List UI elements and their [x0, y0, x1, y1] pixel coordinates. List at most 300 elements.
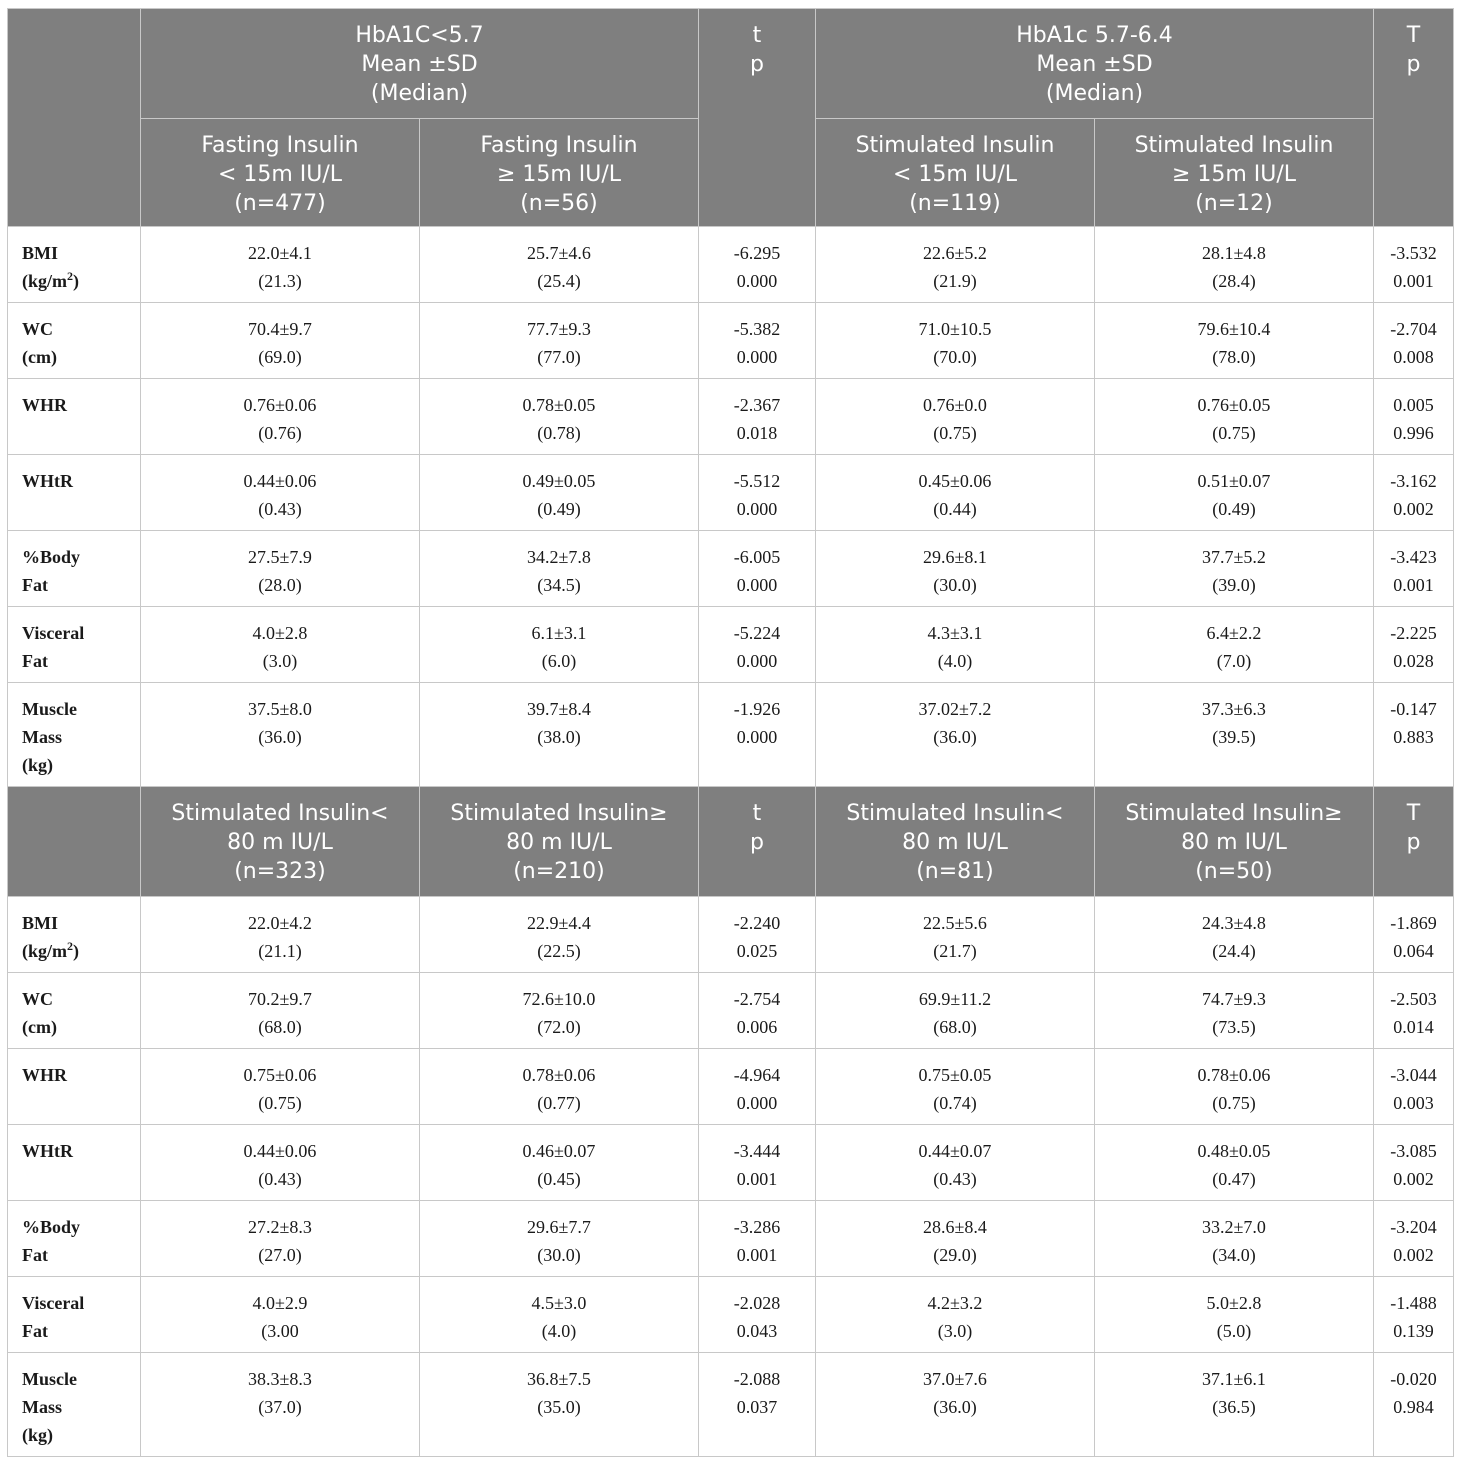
value-cell-c2 — [420, 1353, 699, 1457]
stat-cell-t2 — [1374, 1049, 1454, 1125]
p-value: 0.000 — [736, 271, 778, 291]
mean-sd: 22.9±4.4 — [527, 913, 591, 933]
row-label — [8, 683, 141, 787]
mean-sd: 29.6±8.1 — [923, 547, 987, 567]
value-cell-c5 — [1095, 607, 1374, 683]
t-value: -2.503 — [1390, 989, 1437, 1009]
row-label-line: Mass — [22, 727, 62, 747]
table-row — [8, 1277, 1454, 1353]
stat-cell-t1 — [699, 1049, 816, 1125]
stat-cell-t2 — [1374, 227, 1454, 303]
t-value: -2.225 — [1390, 623, 1437, 643]
median: (30.0) — [537, 1245, 581, 1265]
p-value: 0.139 — [1393, 1321, 1434, 1341]
row-label-line: Fat — [22, 1245, 48, 1265]
p-value: 0.002 — [1393, 1169, 1434, 1189]
p-value: 0.025 — [736, 941, 778, 961]
p-value: 0.000 — [736, 575, 778, 595]
stat-cell-t2 — [1374, 1353, 1454, 1457]
value-cell-c1 — [141, 1277, 420, 1353]
row-label — [8, 973, 141, 1049]
t-value: 0.005 — [1393, 395, 1434, 415]
value-cell-c2 — [420, 683, 699, 787]
p-value: 0.883 — [1393, 727, 1434, 747]
median: (36.0) — [933, 1397, 977, 1417]
mean-sd: 4.3±3.1 — [927, 623, 983, 643]
stat-cell-t2 — [1374, 1125, 1454, 1201]
value-cell-c5 — [1095, 1201, 1374, 1277]
row-label — [8, 1049, 141, 1125]
p-value: 0.000 — [736, 651, 778, 671]
median: (70.0) — [933, 347, 977, 367]
table-section-1 — [8, 227, 1454, 787]
value-cell-c2 — [420, 1201, 699, 1277]
row-label — [8, 1353, 141, 1457]
p-value: 0.003 — [1393, 1093, 1434, 1113]
stat-cell-t1 — [699, 227, 816, 303]
p-value: 0.043 — [736, 1321, 778, 1341]
t-value: -2.367 — [733, 395, 781, 415]
stat-cell-t1 — [699, 973, 816, 1049]
value-cell-c5 — [1095, 455, 1374, 531]
header-group-1: HbA1C<5.7 Mean ±SD (Median) — [141, 9, 699, 119]
median: (0.49) — [1212, 499, 1256, 519]
mean-sd: 0.44±0.07 — [918, 1141, 992, 1161]
mean-sd: 27.2±8.3 — [248, 1217, 312, 1237]
mean-sd: 74.7±9.3 — [1202, 989, 1266, 1009]
value-cell-c5 — [1095, 531, 1374, 607]
mean-sd: 4.2±3.2 — [927, 1293, 983, 1313]
value-cell-c4 — [816, 303, 1095, 379]
median: (22.5) — [537, 941, 581, 961]
t-value: -3.532 — [1390, 243, 1437, 263]
row-label-line: (kg) — [22, 755, 53, 775]
median: (0.75) — [1212, 1093, 1256, 1113]
value-cell-c4 — [816, 1201, 1095, 1277]
row-label — [8, 455, 141, 531]
header-stimulated-high: Stimulated Insulin ≥ 15m IU/L (n=12) — [1095, 119, 1374, 227]
t-value: -3.162 — [1390, 471, 1437, 491]
mean-sd: 37.02±7.2 — [918, 699, 992, 719]
median: (21.9) — [933, 271, 977, 291]
header-mid-c2: Stimulated Insulin≥ 80 m IU/L (n=210) — [420, 787, 699, 897]
value-cell-c4 — [816, 1125, 1095, 1201]
median: (36.0) — [933, 727, 977, 747]
mean-sd: 37.5±8.0 — [248, 699, 312, 719]
value-cell-c2 — [420, 455, 699, 531]
row-label — [8, 1277, 141, 1353]
p-value: 0.000 — [736, 1093, 778, 1113]
mean-sd: 25.7±4.6 — [527, 243, 591, 263]
t-value: -2.754 — [733, 989, 781, 1009]
median: (0.49) — [537, 499, 581, 519]
stat-cell-t2 — [1374, 973, 1454, 1049]
row-label-line: BMI — [22, 913, 58, 933]
t-value: -3.286 — [733, 1217, 781, 1237]
median: (28.4) — [1212, 271, 1256, 291]
header-row-groups — [8, 9, 1454, 119]
median: (34.5) — [537, 575, 581, 595]
p-value: 0.008 — [1393, 347, 1434, 367]
row-label-line: WHtR — [22, 471, 73, 491]
mean-sd: 37.1±6.1 — [1202, 1369, 1266, 1389]
median: (0.74) — [933, 1093, 977, 1113]
value-cell-c4 — [816, 379, 1095, 455]
row-label-line: %Body — [22, 547, 81, 567]
p-value: 0.006 — [736, 1017, 778, 1037]
t-value: -0.147 — [1390, 699, 1437, 719]
row-label-superscript: 2 — [67, 939, 73, 953]
table-row — [8, 607, 1454, 683]
stat-cell-t1 — [699, 531, 816, 607]
value-cell-c5 — [1095, 303, 1374, 379]
mean-sd: 33.2±7.0 — [1202, 1217, 1266, 1237]
mean-sd: 0.48±0.05 — [1197, 1141, 1271, 1161]
stat-cell-t2 — [1374, 897, 1454, 973]
median: (3.0) — [262, 651, 298, 671]
mean-sd: 0.75±0.05 — [918, 1065, 992, 1085]
median: (3.00 — [261, 1321, 299, 1341]
value-cell-c2 — [420, 1125, 699, 1201]
row-label-line: WHR — [22, 395, 67, 415]
median: (0.47) — [1212, 1169, 1256, 1189]
median: (38.0) — [537, 727, 581, 747]
p-value: 0.996 — [1393, 423, 1434, 443]
p-value: 0.037 — [736, 1397, 778, 1417]
t-value: -5.512 — [733, 471, 781, 491]
median: (0.44) — [933, 499, 977, 519]
table-row — [8, 1125, 1454, 1201]
t-value: -2.088 — [733, 1369, 781, 1389]
stat-cell-t1 — [699, 1353, 816, 1457]
row-label-line: Muscle — [22, 1369, 77, 1389]
mean-sd: 69.9±11.2 — [918, 989, 992, 1009]
value-cell-c4 — [816, 683, 1095, 787]
table-row — [8, 1201, 1454, 1277]
stat-cell-t2 — [1374, 1201, 1454, 1277]
median: (3.0) — [937, 1321, 973, 1341]
table-row — [8, 455, 1454, 531]
mean-sd: 38.3±8.3 — [248, 1369, 312, 1389]
header-mid-corner — [8, 787, 141, 897]
value-cell-c1 — [141, 379, 420, 455]
mean-sd: 0.51±0.07 — [1197, 471, 1271, 491]
mean-sd: 0.78±0.06 — [1197, 1065, 1271, 1085]
row-label-line: Mass — [22, 1397, 62, 1417]
median: (77.0) — [537, 347, 581, 367]
median: (36.0) — [258, 727, 302, 747]
median: (68.0) — [933, 1017, 977, 1037]
mean-sd: 34.2±7.8 — [527, 547, 591, 567]
t-value: -2.028 — [733, 1293, 781, 1313]
row-label-line: Fat — [22, 651, 48, 671]
mean-sd: 4.0±2.8 — [252, 623, 308, 643]
stat-cell-t1 — [699, 379, 816, 455]
stat-cell-t1 — [699, 607, 816, 683]
row-label-line: Fat — [22, 1321, 48, 1341]
p-value: 0.000 — [736, 347, 778, 367]
row-label-line — [22, 937, 136, 965]
median: (69.0) — [258, 347, 302, 367]
value-cell-c2 — [420, 973, 699, 1049]
median: (30.0) — [933, 575, 977, 595]
median: (78.0) — [1212, 347, 1256, 367]
row-label — [8, 303, 141, 379]
header-row-mid — [8, 787, 1454, 897]
data-table — [7, 8, 1454, 1457]
median: (29.0) — [933, 1245, 977, 1265]
median: (36.5) — [1212, 1397, 1256, 1417]
t-value: -1.926 — [733, 699, 781, 719]
row-label-superscript: 2 — [67, 269, 73, 283]
p-value: 0.002 — [1393, 499, 1434, 519]
mean-sd: 0.76±0.05 — [1197, 395, 1271, 415]
value-cell-c5 — [1095, 897, 1374, 973]
median: (21.3) — [258, 271, 302, 291]
stat-cell-t2 — [1374, 683, 1454, 787]
value-cell-c5 — [1095, 379, 1374, 455]
t-value: -6.295 — [733, 243, 781, 263]
value-cell-c5 — [1095, 1125, 1374, 1201]
median: (27.0) — [258, 1245, 302, 1265]
p-value: 0.001 — [736, 1245, 778, 1265]
p-value: 0.984 — [1393, 1397, 1434, 1417]
mean-sd: 39.7±8.4 — [527, 699, 591, 719]
median: (0.75) — [258, 1093, 302, 1113]
row-label-unit-close: ) — [73, 941, 79, 961]
value-cell-c4 — [816, 455, 1095, 531]
value-cell-c1 — [141, 607, 420, 683]
mean-sd: 0.78±0.06 — [522, 1065, 596, 1085]
row-label-line: Fat — [22, 575, 48, 595]
mean-sd: 0.76±0.06 — [243, 395, 317, 415]
median: (34.0) — [1212, 1245, 1256, 1265]
table-row — [8, 683, 1454, 787]
table-row — [8, 973, 1454, 1049]
median: (37.0) — [258, 1397, 302, 1417]
value-cell-c4 — [816, 1049, 1095, 1125]
median: (39.0) — [1212, 575, 1256, 595]
stat-cell-t1 — [699, 1201, 816, 1277]
row-label — [8, 379, 141, 455]
median: (0.45) — [537, 1169, 581, 1189]
stat-cell-t1 — [699, 683, 816, 787]
median: (39.5) — [1212, 727, 1256, 747]
mean-sd: 0.76±0.0 — [923, 395, 987, 415]
value-cell-c2 — [420, 531, 699, 607]
median: (0.77) — [537, 1093, 581, 1113]
stat-cell-t1 — [699, 897, 816, 973]
value-cell-c2 — [420, 897, 699, 973]
mean-sd: 6.4±2.2 — [1206, 623, 1262, 643]
mean-sd: 37.7±5.2 — [1202, 547, 1266, 567]
value-cell-c2 — [420, 607, 699, 683]
mean-sd: 0.46±0.07 — [522, 1141, 596, 1161]
value-cell-c4 — [816, 1277, 1095, 1353]
row-label-line: WC — [22, 319, 53, 339]
table-row — [8, 531, 1454, 607]
t-value: -1.488 — [1390, 1293, 1437, 1313]
median: (21.1) — [258, 941, 302, 961]
mean-sd: 0.44±0.06 — [243, 1141, 317, 1161]
value-cell-c4 — [816, 1353, 1095, 1457]
p-value: 0.018 — [736, 423, 778, 443]
p-value: 0.001 — [1393, 575, 1434, 595]
value-cell-c4 — [816, 531, 1095, 607]
row-label-line — [22, 267, 136, 295]
t-value: -2.240 — [733, 913, 781, 933]
row-label-line: Visceral — [22, 1293, 85, 1313]
stat-cell-t1 — [699, 1277, 816, 1353]
stat-cell-t2 — [1374, 607, 1454, 683]
mean-sd: 0.49±0.05 — [522, 471, 596, 491]
mean-sd: 28.6±8.4 — [923, 1217, 987, 1237]
mean-sd: 70.4±9.7 — [248, 319, 312, 339]
t-value: -3.204 — [1390, 1217, 1437, 1237]
p-value: 0.001 — [1393, 271, 1434, 291]
value-cell-c5 — [1095, 973, 1374, 1049]
stat-cell-t1 — [699, 303, 816, 379]
median: (24.4) — [1212, 941, 1256, 961]
value-cell-c2 — [420, 1049, 699, 1125]
median: (7.0) — [1216, 651, 1252, 671]
median: (0.43) — [258, 499, 302, 519]
stat-cell-t2 — [1374, 455, 1454, 531]
t-value: -3.444 — [733, 1141, 781, 1161]
mean-sd: 5.0±2.8 — [1206, 1293, 1262, 1313]
p-value: 0.064 — [1393, 941, 1434, 961]
value-cell-c5 — [1095, 1353, 1374, 1457]
row-label-line: WHtR — [22, 1141, 73, 1161]
value-cell-c4 — [816, 227, 1095, 303]
stat-cell-t1 — [699, 1125, 816, 1201]
mean-sd: 36.8±7.5 — [527, 1369, 591, 1389]
table-row — [8, 1049, 1454, 1125]
mean-sd: 6.1±3.1 — [531, 623, 587, 643]
mean-sd: 0.78±0.05 — [522, 395, 596, 415]
row-label-line: WHR — [22, 1065, 67, 1085]
stat-cell-t2 — [1374, 303, 1454, 379]
mean-sd: 22.5±5.6 — [923, 913, 987, 933]
mean-sd: 22.6±5.2 — [923, 243, 987, 263]
mean-sd: 29.6±7.7 — [527, 1217, 591, 1237]
p-value: 0.000 — [736, 727, 778, 747]
stat-cell-t2 — [1374, 379, 1454, 455]
header-mid-c5: Stimulated Insulin≥ 80 m IU/L (n=50) — [1095, 787, 1374, 897]
header-corner — [8, 9, 141, 227]
header-tp-1: t p — [699, 9, 816, 227]
mean-sd: 4.5±3.0 — [531, 1293, 587, 1313]
median: (72.0) — [537, 1017, 581, 1037]
value-cell-c4 — [816, 607, 1095, 683]
header-group-2: HbA1c 5.7-6.4 Mean ±SD (Median) — [816, 9, 1374, 119]
row-label-line: %Body — [22, 1217, 81, 1237]
stat-cell-t2 — [1374, 1277, 1454, 1353]
p-value: 0.000 — [736, 499, 778, 519]
value-cell-c2 — [420, 379, 699, 455]
median: (0.43) — [933, 1169, 977, 1189]
t-value: -0.020 — [1390, 1369, 1437, 1389]
header-mid-c4: Stimulated Insulin< 80 m IU/L (n=81) — [816, 787, 1095, 897]
value-cell-c5 — [1095, 1049, 1374, 1125]
value-cell-c4 — [816, 973, 1095, 1049]
table-row — [8, 379, 1454, 455]
row-label-unit: (kg/m — [22, 941, 67, 961]
row-label-line: (kg) — [22, 1425, 53, 1445]
median: (5.0) — [1216, 1321, 1252, 1341]
t-value: -6.005 — [733, 547, 781, 567]
value-cell-c4 — [816, 897, 1095, 973]
value-cell-c1 — [141, 683, 420, 787]
t-value: -3.085 — [1390, 1141, 1437, 1161]
median: (25.4) — [537, 271, 581, 291]
header-mid-tp-1: t p — [699, 787, 816, 897]
mean-sd: 0.45±0.06 — [918, 471, 992, 491]
table-row — [8, 1353, 1454, 1457]
mean-sd: 0.75±0.06 — [243, 1065, 317, 1085]
median: (6.0) — [541, 651, 577, 671]
median: (0.75) — [1212, 423, 1256, 443]
p-value: 0.002 — [1393, 1245, 1434, 1265]
mean-sd: 70.2±9.7 — [248, 989, 312, 1009]
row-label-line: Visceral — [22, 623, 85, 643]
header-fasting-high: Fasting Insulin ≥ 15m IU/L (n=56) — [420, 119, 699, 227]
median: (0.43) — [258, 1169, 302, 1189]
table-row — [8, 227, 1454, 303]
mean-sd: 0.44±0.06 — [243, 471, 317, 491]
mean-sd: 72.6±10.0 — [522, 989, 596, 1009]
mean-sd: 28.1±4.8 — [1202, 243, 1266, 263]
median: (0.76) — [258, 423, 302, 443]
median: (0.78) — [537, 423, 581, 443]
value-cell-c2 — [420, 227, 699, 303]
mean-sd: 4.0±2.9 — [252, 1293, 308, 1313]
t-value: -1.869 — [1390, 913, 1437, 933]
stat-cell-t2 — [1374, 531, 1454, 607]
header-stimulated-low: Stimulated Insulin < 15m IU/L (n=119) — [816, 119, 1095, 227]
value-cell-c1 — [141, 227, 420, 303]
row-label-line: Muscle — [22, 699, 77, 719]
row-label — [8, 607, 141, 683]
median: (21.7) — [933, 941, 977, 961]
header-mid-tp-2: T p — [1374, 787, 1454, 897]
mean-sd: 37.0±7.6 — [923, 1369, 987, 1389]
mean-sd: 79.6±10.4 — [1197, 319, 1271, 339]
t-value: -2.704 — [1390, 319, 1437, 339]
mean-sd: 24.3±4.8 — [1202, 913, 1266, 933]
median: (35.0) — [537, 1397, 581, 1417]
value-cell-c1 — [141, 973, 420, 1049]
mean-sd: 27.5±7.9 — [248, 547, 312, 567]
row-label — [8, 531, 141, 607]
value-cell-c1 — [141, 1201, 420, 1277]
median: (4.0) — [937, 651, 973, 671]
value-cell-c1 — [141, 455, 420, 531]
header-tp-2: T p — [1374, 9, 1454, 227]
p-value: 0.028 — [1393, 651, 1434, 671]
row-label — [8, 1201, 141, 1277]
table-row — [8, 897, 1454, 973]
value-cell-c1 — [141, 531, 420, 607]
median: (28.0) — [258, 575, 302, 595]
row-label-line: (cm) — [22, 347, 57, 367]
mean-sd: 22.0±4.2 — [248, 913, 312, 933]
mean-sd: 71.0±10.5 — [918, 319, 992, 339]
row-label — [8, 1125, 141, 1201]
t-value: -5.382 — [733, 319, 781, 339]
header-mid-c1: Stimulated Insulin< 80 m IU/L (n=323) — [141, 787, 420, 897]
mean-sd: 22.0±4.1 — [248, 243, 312, 263]
